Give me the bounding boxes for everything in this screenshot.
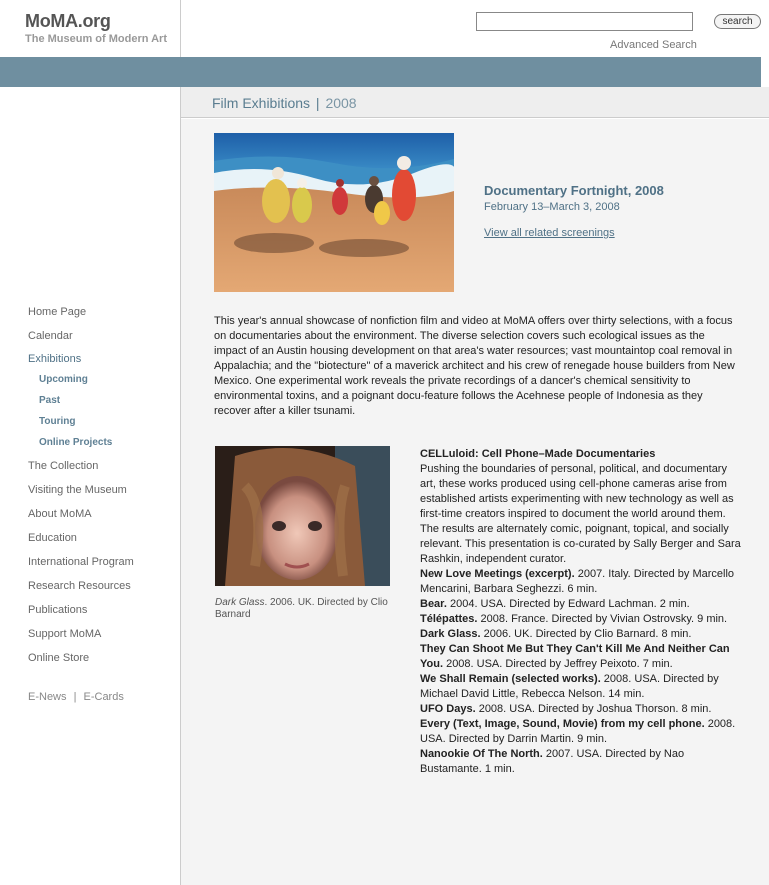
intro-text: This year's annual showcase of nonfiction film and video at MoMA offers over thirty selections, with a focus on documentaries about the environment. The diverse selection covers such ecological issues as the impact of an Austin housing development on that area's water resources; vast mountaintop coal removal in Appalachia; and the "biotecture" of a maverick architect and his crew of renegade house builders from New Mexico. One experimental work reveals the private recordings of a dancer's chemical sensitivity to environmental toxins, and a poignant docu-feature follows the Acehnese people of Indonesia as they recover after a killer tsunami. [214,315,735,417]
sidebar-item-research[interactable]: Research Resources [28,580,131,592]
hero-image-beach [214,133,454,292]
film-title: Télépattes. [420,613,478,625]
program-section [420,447,742,777]
film-item [420,597,742,612]
caption-details: . 2006. UK. Directed by Clio Barnard [215,597,388,620]
section-header-bar [0,87,769,118]
film-title: They Can Shoot Me But They Can't Kill Me And Neither Can You. [420,643,730,670]
still-caption [215,597,395,621]
film-details: 2008. USA. Directed by Jeffrey Peixoto. 7 min. [443,658,673,670]
sidebar-item-online-projects[interactable]: Online Projects [39,437,113,448]
sidebar-item-calendar[interactable]: Calendar [28,330,73,342]
logo[interactable] [0,0,181,57]
film-item [420,717,742,747]
film-title: Dark Glass. [420,628,481,640]
sidebar-item-collection[interactable]: The Collection [28,460,99,472]
caption-title: Dark Glass [215,597,265,608]
film-details: 2008. France. Directed by Vivian Ostrovsky. 9 min. [477,613,728,625]
film-still-dark-glass [215,446,390,586]
film-title: We Shall Remain (selected works). [420,673,601,685]
film-details: 2004. USA. Directed by Edward Lachman. 2 min. [446,598,690,610]
sidebar [0,118,181,885]
sidebar-item-about[interactable]: About MoMA [28,508,92,520]
sidebar-item-home[interactable]: Home Page [28,306,87,318]
sidebar-item-support[interactable]: Support MoMA [28,628,102,640]
event-dates: February 13–March 3, 2008 [484,201,620,213]
header-band-gap [761,57,769,87]
ecards-link[interactable]: E-Cards [83,691,124,703]
film-item [420,747,742,777]
film-title: Bear. [420,598,447,610]
program-description: Pushing the boundaries of personal, political, and documentary art, these works produced using cell-phone cameras arise from established artists experimenting with new technology as well as first-time creators inspired to document the world around them. The results are alternately comic, poignant, topical, and socially relevant. This presentation is co-curated by Sally Berger and Sara Rashkin, independent curator. [420,463,741,565]
film-details: 2007. USA. Directed by Nao Bustamante. 1 min. [420,748,685,775]
film-item [420,702,742,717]
enews-link[interactable]: E-News [28,691,67,703]
search-button[interactable]: search [714,14,761,29]
film-title: Nanookie Of The North. [420,748,543,760]
site-header [0,0,769,57]
film-title: New Love Meetings (excerpt). [420,568,575,580]
film-title: UFO Days. [420,703,476,715]
film-item [420,672,742,702]
title-separator: | [315,95,320,111]
film-item [420,567,742,597]
film-details: 2008. USA. Directed by Darrin Martin. 9 min. [420,718,736,745]
film-title: Every (Text, Image, Sound, Movie) from my cell phone. [420,718,705,730]
header-band [0,57,761,87]
film-item [420,642,742,672]
search-input[interactable] [476,12,693,31]
sidebar-item-education[interactable]: Education [28,532,77,544]
sidebar-item-international[interactable]: International Program [28,556,134,568]
sidebar-item-touring[interactable]: Touring [39,416,76,427]
film-item [420,612,742,627]
film-details: 2006. UK. Directed by Clio Barnard. 8 min. [480,628,692,640]
sidebar-item-store[interactable]: Online Store [28,652,90,664]
program-title: CELLuloid: Cell Phone–Made Documentaries [420,448,656,460]
film-details: 2008. USA. Directed by Michael David Little, Rebecca Nelson. 14 min. [420,673,719,700]
footer-separator: | [73,691,77,703]
film-details: 2008. USA. Directed by Joshua Thorson. 8 min. [475,703,712,715]
section-header-left [0,87,181,118]
page-title [212,95,357,111]
advanced-search-link[interactable]: Advanced Search [610,39,697,51]
sidebar-footer-links [28,691,124,703]
logo-title[interactable]: MoMA.org [25,11,111,31]
view-related-screenings-link[interactable]: View all related screenings [484,227,615,239]
sidebar-item-past[interactable]: Past [39,395,61,406]
event-title: Documentary Fortnight, 2008 [484,183,664,198]
film-details: 2007. Italy. Directed by Marcello Mencarini, Barbara Seghezzi. 6 min. [420,568,735,595]
sidebar-item-upcoming[interactable]: Upcoming [39,374,88,385]
sidebar-item-visiting[interactable]: Visiting the Museum [28,484,127,496]
sidebar-item-exhibitions[interactable]: Exhibitions [28,353,82,365]
sidebar-item-publications[interactable]: Publications [28,604,88,616]
film-item [420,627,742,642]
logo-subtitle[interactable]: The Museum of Modern Art [25,33,167,45]
section-title-text[interactable]: Film Exhibitions [212,95,311,111]
section-year[interactable]: 2008 [325,95,357,111]
